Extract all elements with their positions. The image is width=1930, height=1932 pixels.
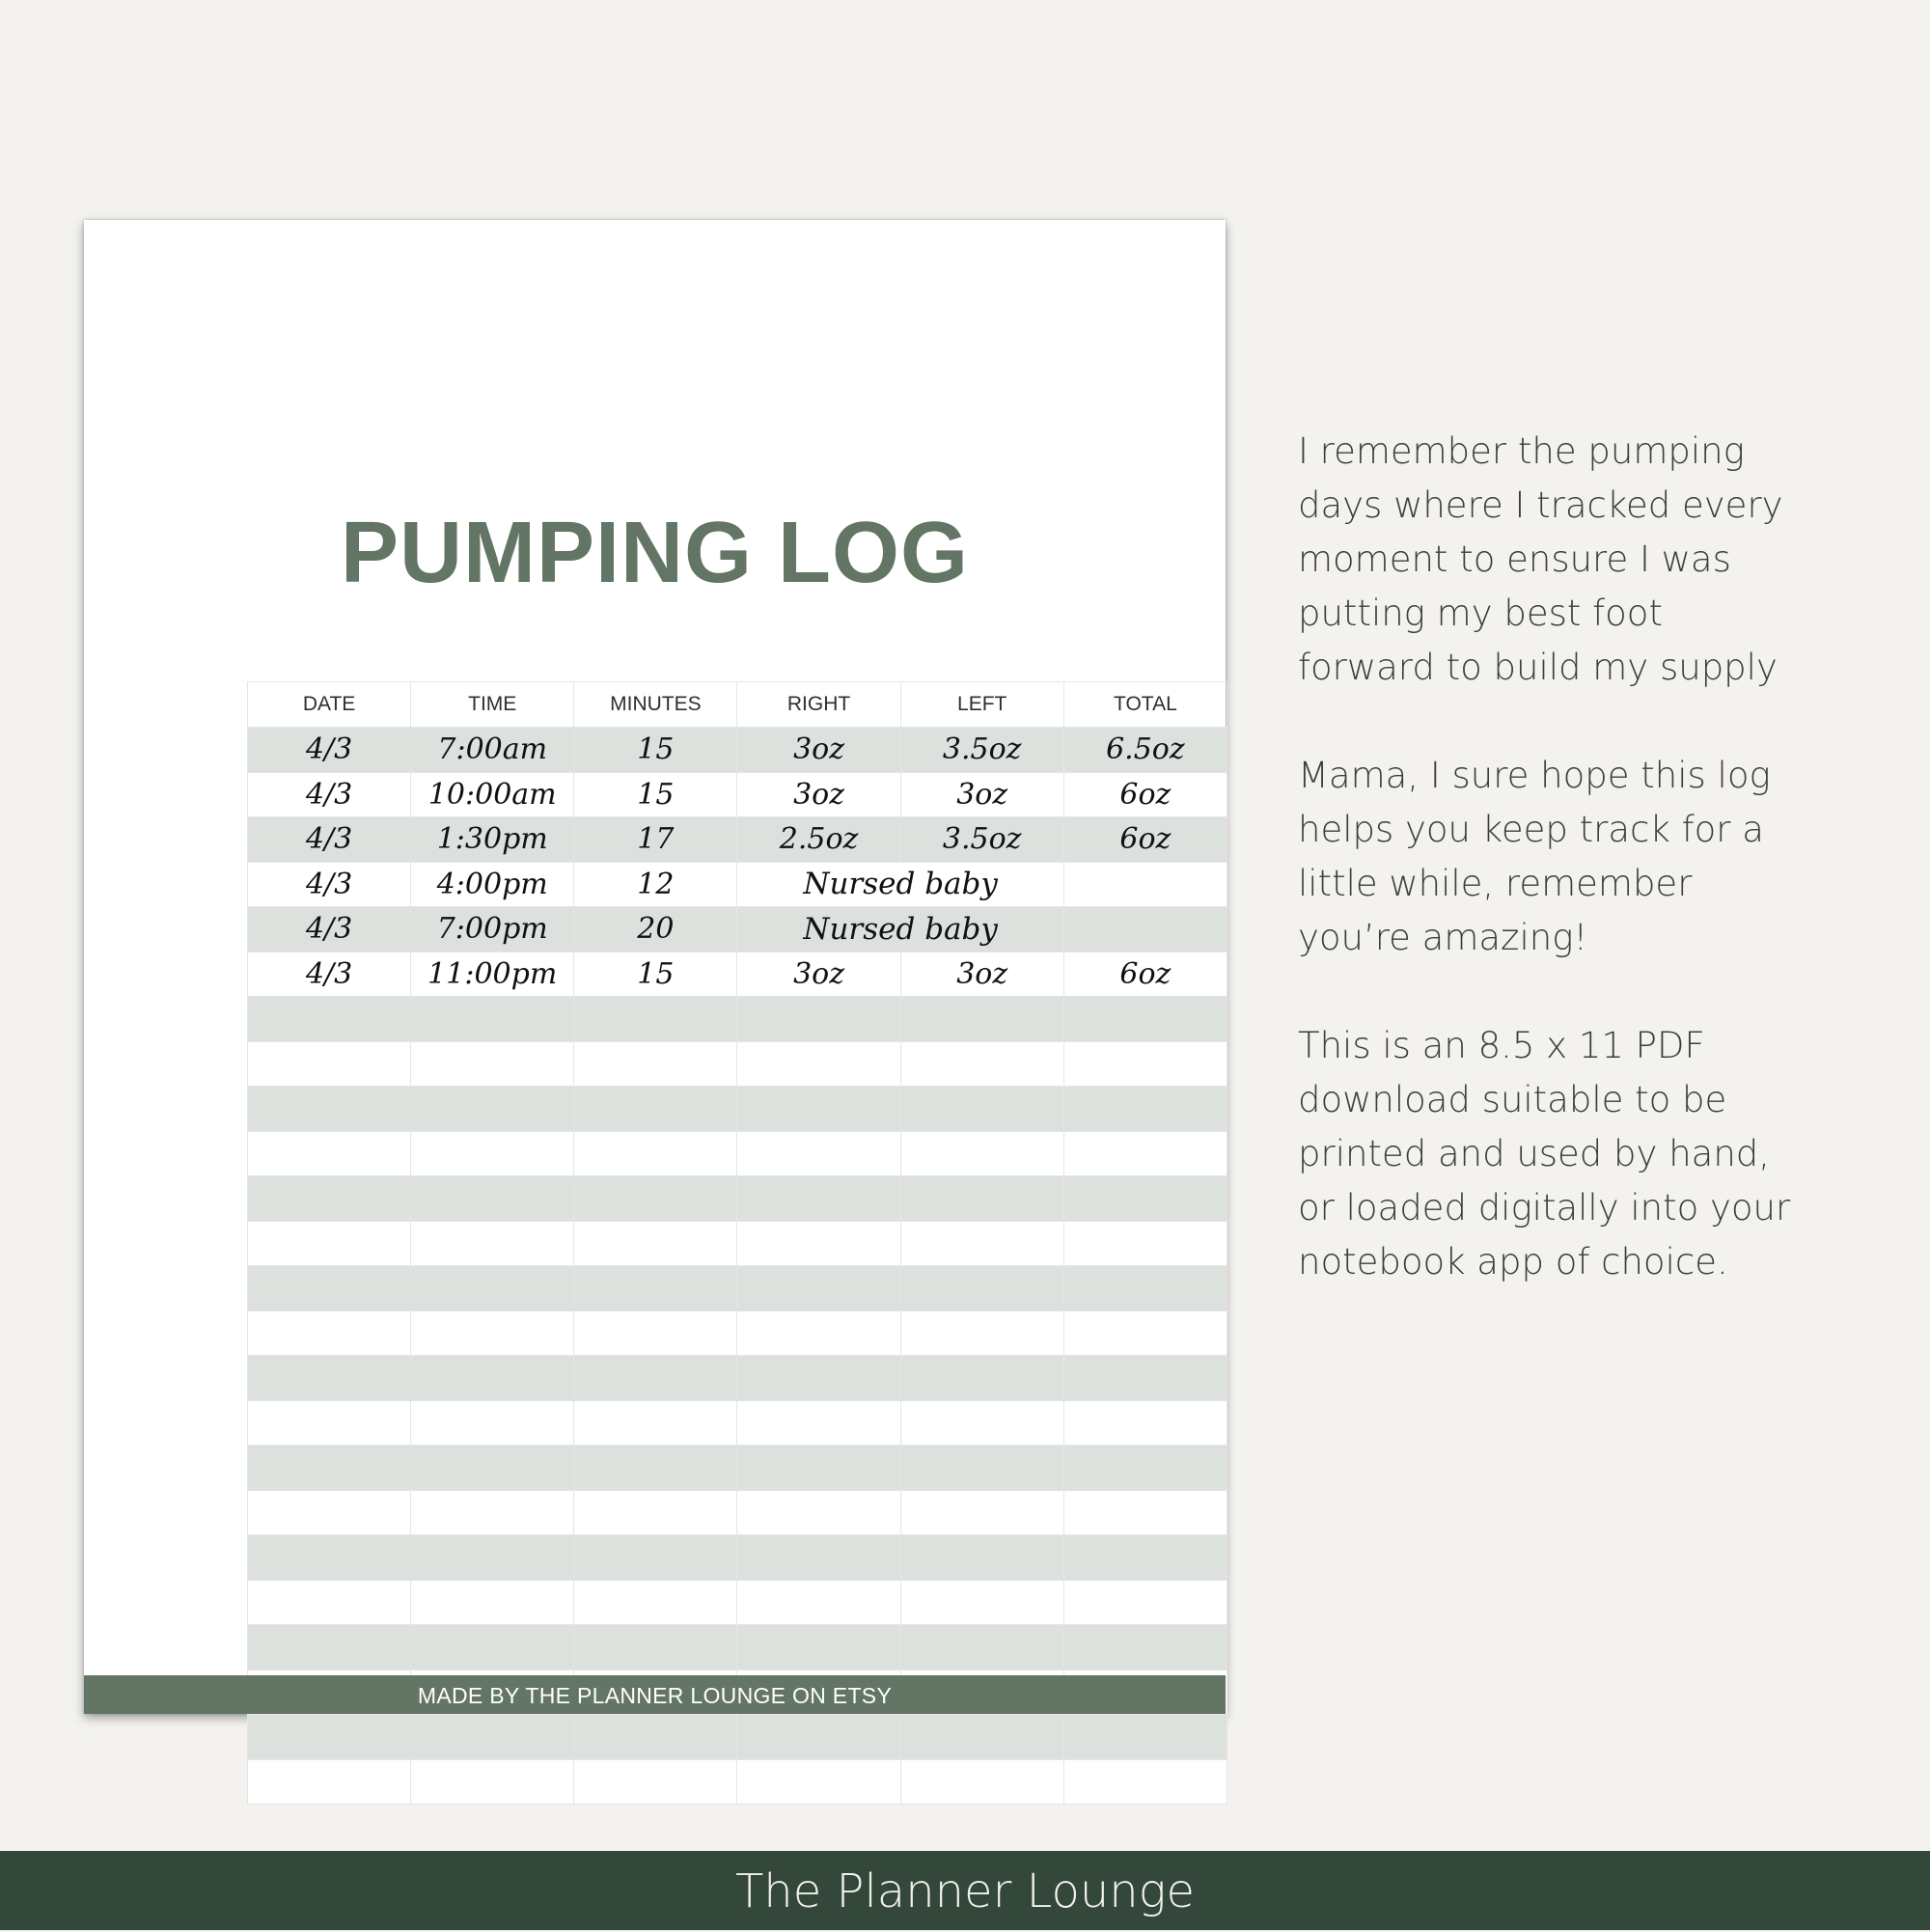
blank-cell bbox=[248, 1356, 411, 1401]
left-cell: 3.5oz bbox=[900, 728, 1063, 773]
table-row bbox=[248, 862, 1227, 907]
minutes-cell: 15 bbox=[574, 772, 737, 817]
time-cell: 4:00pm bbox=[411, 862, 574, 907]
blank-cell bbox=[1063, 1625, 1227, 1670]
blank-cell bbox=[248, 1715, 411, 1760]
blank-cell bbox=[900, 1131, 1063, 1176]
blank-cell bbox=[1063, 1490, 1227, 1535]
blank-cell bbox=[1063, 1041, 1227, 1087]
table-body bbox=[248, 728, 1227, 1805]
blank-cell bbox=[900, 1041, 1063, 1087]
blank-cell bbox=[411, 1221, 574, 1266]
blank-cell bbox=[900, 1715, 1063, 1760]
note-cell: Nursed baby bbox=[737, 862, 1063, 907]
sheet-title: PUMPING LOG bbox=[340, 505, 970, 601]
blank-cell bbox=[737, 1625, 900, 1670]
blank-cell bbox=[737, 1221, 900, 1266]
blank-cell bbox=[1063, 1759, 1227, 1805]
total-cell bbox=[1063, 907, 1227, 952]
right-cell: 3oz bbox=[737, 772, 900, 817]
total-cell: 6oz bbox=[1063, 817, 1227, 863]
blank-cell bbox=[1063, 1580, 1227, 1625]
blank-cell bbox=[574, 1311, 737, 1356]
blank-cell bbox=[248, 1311, 411, 1356]
blank-cell bbox=[900, 1266, 1063, 1311]
date-cell: 4/3 bbox=[248, 862, 411, 907]
blank-table-row bbox=[248, 1087, 1227, 1132]
blank-cell bbox=[900, 1535, 1063, 1581]
blank-cell bbox=[248, 1400, 411, 1446]
printable-sheet bbox=[84, 220, 1226, 1714]
blank-cell bbox=[248, 1087, 411, 1132]
blank-cell bbox=[574, 1087, 737, 1132]
column-header-total: TOTAL bbox=[1063, 682, 1227, 728]
blank-cell bbox=[737, 1490, 900, 1535]
blank-table-row bbox=[248, 1446, 1227, 1491]
blank-cell bbox=[1063, 1087, 1227, 1132]
blank-cell bbox=[900, 1625, 1063, 1670]
blank-cell bbox=[248, 1221, 411, 1266]
minutes-cell: 20 bbox=[574, 907, 737, 952]
blank-cell bbox=[574, 1759, 737, 1805]
blank-cell bbox=[411, 1176, 574, 1222]
blank-cell bbox=[248, 1490, 411, 1535]
blank-cell bbox=[737, 1266, 900, 1311]
column-header-left: LEFT bbox=[900, 682, 1063, 728]
blank-cell bbox=[737, 1535, 900, 1581]
blank-cell bbox=[574, 1356, 737, 1401]
table-header-row bbox=[248, 682, 1227, 728]
blank-cell bbox=[574, 1221, 737, 1266]
column-header-time: TIME bbox=[411, 682, 574, 728]
blank-cell bbox=[574, 1041, 737, 1087]
blank-table-row bbox=[248, 1311, 1227, 1356]
left-cell: 3oz bbox=[900, 772, 1063, 817]
blank-cell bbox=[737, 1446, 900, 1491]
blank-cell bbox=[1063, 1311, 1227, 1356]
blank-cell bbox=[574, 1131, 737, 1176]
blank-cell bbox=[737, 1176, 900, 1222]
blank-table-row bbox=[248, 1041, 1227, 1087]
blank-cell bbox=[411, 1400, 574, 1446]
blank-cell bbox=[737, 1356, 900, 1401]
blank-cell bbox=[248, 997, 411, 1042]
column-header-right: RIGHT bbox=[737, 682, 900, 728]
blank-table-row bbox=[248, 1266, 1227, 1311]
blank-table-row bbox=[248, 1535, 1227, 1581]
blank-cell bbox=[411, 1625, 574, 1670]
table-row bbox=[248, 907, 1227, 952]
blank-cell bbox=[1063, 1400, 1227, 1446]
blank-cell bbox=[900, 1221, 1063, 1266]
product-description bbox=[1298, 425, 1877, 1343]
blank-cell bbox=[574, 1400, 737, 1446]
table-row bbox=[248, 728, 1227, 773]
description-paragraph: I remember the pumping days where I tracked every moment to ensure I was putting my best foot forward to build my supply bbox=[1298, 430, 1783, 688]
blank-cell bbox=[900, 1446, 1063, 1491]
right-cell: 3oz bbox=[737, 952, 900, 997]
blank-cell bbox=[737, 997, 900, 1042]
blank-cell bbox=[1063, 1715, 1227, 1760]
minutes-cell: 15 bbox=[574, 952, 737, 997]
column-header-date: DATE bbox=[248, 682, 411, 728]
blank-cell bbox=[900, 1176, 1063, 1222]
blank-cell bbox=[248, 1446, 411, 1491]
blank-cell bbox=[737, 1041, 900, 1087]
total-cell: 6oz bbox=[1063, 952, 1227, 997]
date-cell: 4/3 bbox=[248, 728, 411, 773]
left-cell: 3oz bbox=[900, 952, 1063, 997]
blank-cell bbox=[1063, 1535, 1227, 1581]
table-row bbox=[248, 817, 1227, 863]
pumping-log-table bbox=[247, 681, 1227, 1805]
blank-cell bbox=[574, 1580, 737, 1625]
minutes-cell: 17 bbox=[574, 817, 737, 863]
blank-cell bbox=[248, 1131, 411, 1176]
blank-cell bbox=[574, 1490, 737, 1535]
blank-cell bbox=[411, 1356, 574, 1401]
blank-cell bbox=[737, 1087, 900, 1132]
minutes-cell: 15 bbox=[574, 728, 737, 773]
blank-cell bbox=[411, 1535, 574, 1581]
brand-bar: The Planner Lounge bbox=[0, 1851, 1930, 1930]
blank-cell bbox=[737, 1580, 900, 1625]
blank-cell bbox=[411, 1715, 574, 1760]
table-row bbox=[248, 952, 1227, 997]
blank-cell bbox=[248, 1176, 411, 1222]
blank-cell bbox=[248, 1041, 411, 1087]
blank-cell bbox=[900, 1580, 1063, 1625]
blank-table-row bbox=[248, 1221, 1227, 1266]
sheet-footer: MADE BY THE PLANNER LOUNGE ON ETSY bbox=[84, 1675, 1226, 1714]
time-cell: 1:30pm bbox=[411, 817, 574, 863]
blank-cell bbox=[737, 1715, 900, 1760]
blank-cell bbox=[900, 997, 1063, 1042]
blank-cell bbox=[574, 1446, 737, 1491]
time-cell: 11:00pm bbox=[411, 952, 574, 997]
date-cell: 4/3 bbox=[248, 817, 411, 863]
blank-table-row bbox=[248, 1759, 1227, 1805]
time-cell: 10:00am bbox=[411, 772, 574, 817]
blank-cell bbox=[411, 1490, 574, 1535]
time-cell: 7:00pm bbox=[411, 907, 574, 952]
time-cell: 7:00am bbox=[411, 728, 574, 773]
blank-cell bbox=[900, 1759, 1063, 1805]
blank-cell bbox=[1063, 1356, 1227, 1401]
minutes-cell: 12 bbox=[574, 862, 737, 907]
blank-table-row bbox=[248, 1490, 1227, 1535]
blank-cell bbox=[900, 1356, 1063, 1401]
right-cell: 3oz bbox=[737, 728, 900, 773]
blank-cell bbox=[900, 1311, 1063, 1356]
table-row bbox=[248, 772, 1227, 817]
blank-cell bbox=[411, 1759, 574, 1805]
blank-cell bbox=[1063, 1176, 1227, 1222]
blank-cell bbox=[737, 1311, 900, 1356]
blank-cell bbox=[411, 1446, 574, 1491]
blank-table-row bbox=[248, 1400, 1227, 1446]
blank-cell bbox=[574, 1535, 737, 1581]
blank-cell bbox=[248, 1625, 411, 1670]
blank-cell bbox=[248, 1580, 411, 1625]
blank-cell bbox=[574, 1715, 737, 1760]
blank-cell bbox=[737, 1759, 900, 1805]
blank-cell bbox=[737, 1131, 900, 1176]
blank-cell bbox=[1063, 997, 1227, 1042]
blank-cell bbox=[411, 1041, 574, 1087]
blank-cell bbox=[248, 1535, 411, 1581]
blank-cell bbox=[900, 1400, 1063, 1446]
blank-table-row bbox=[248, 1176, 1227, 1222]
blank-table-row bbox=[248, 1625, 1227, 1670]
left-cell: 3.5oz bbox=[900, 817, 1063, 863]
blank-table-row bbox=[248, 1356, 1227, 1401]
blank-cell bbox=[411, 1311, 574, 1356]
blank-table-row bbox=[248, 997, 1227, 1042]
blank-cell bbox=[1063, 1446, 1227, 1491]
blank-cell bbox=[411, 1266, 574, 1311]
date-cell: 4/3 bbox=[248, 952, 411, 997]
blank-cell bbox=[411, 997, 574, 1042]
blank-table-row bbox=[248, 1715, 1227, 1760]
blank-table-row bbox=[248, 1131, 1227, 1176]
blank-cell bbox=[900, 1087, 1063, 1132]
blank-cell bbox=[1063, 1221, 1227, 1266]
right-cell: 2.5oz bbox=[737, 817, 900, 863]
total-cell bbox=[1063, 862, 1227, 907]
date-cell: 4/3 bbox=[248, 907, 411, 952]
blank-cell bbox=[411, 1087, 574, 1132]
blank-cell bbox=[1063, 1266, 1227, 1311]
blank-cell bbox=[411, 1580, 574, 1625]
blank-cell bbox=[900, 1490, 1063, 1535]
note-cell: Nursed baby bbox=[737, 907, 1063, 952]
blank-cell bbox=[411, 1131, 574, 1176]
description-paragraph: Mama, I sure hope this log helps you keep track for a little while, remember you’re amazing! bbox=[1298, 755, 1771, 958]
blank-cell bbox=[737, 1400, 900, 1446]
total-cell: 6.5oz bbox=[1063, 728, 1227, 773]
blank-cell bbox=[1063, 1131, 1227, 1176]
blank-cell bbox=[574, 997, 737, 1042]
column-header-minutes: MINUTES bbox=[574, 682, 737, 728]
blank-cell bbox=[574, 1625, 737, 1670]
blank-cell bbox=[574, 1266, 737, 1311]
blank-cell bbox=[574, 1176, 737, 1222]
blank-cell bbox=[248, 1266, 411, 1311]
blank-table-row bbox=[248, 1580, 1227, 1625]
date-cell: 4/3 bbox=[248, 772, 411, 817]
blank-cell bbox=[248, 1759, 411, 1805]
description-paragraph: This is an 8.5 x 11 PDF download suitable to be printed and used by hand, or loaded digitally into your notebook app of choice. bbox=[1298, 1025, 1791, 1283]
total-cell: 6oz bbox=[1063, 772, 1227, 817]
